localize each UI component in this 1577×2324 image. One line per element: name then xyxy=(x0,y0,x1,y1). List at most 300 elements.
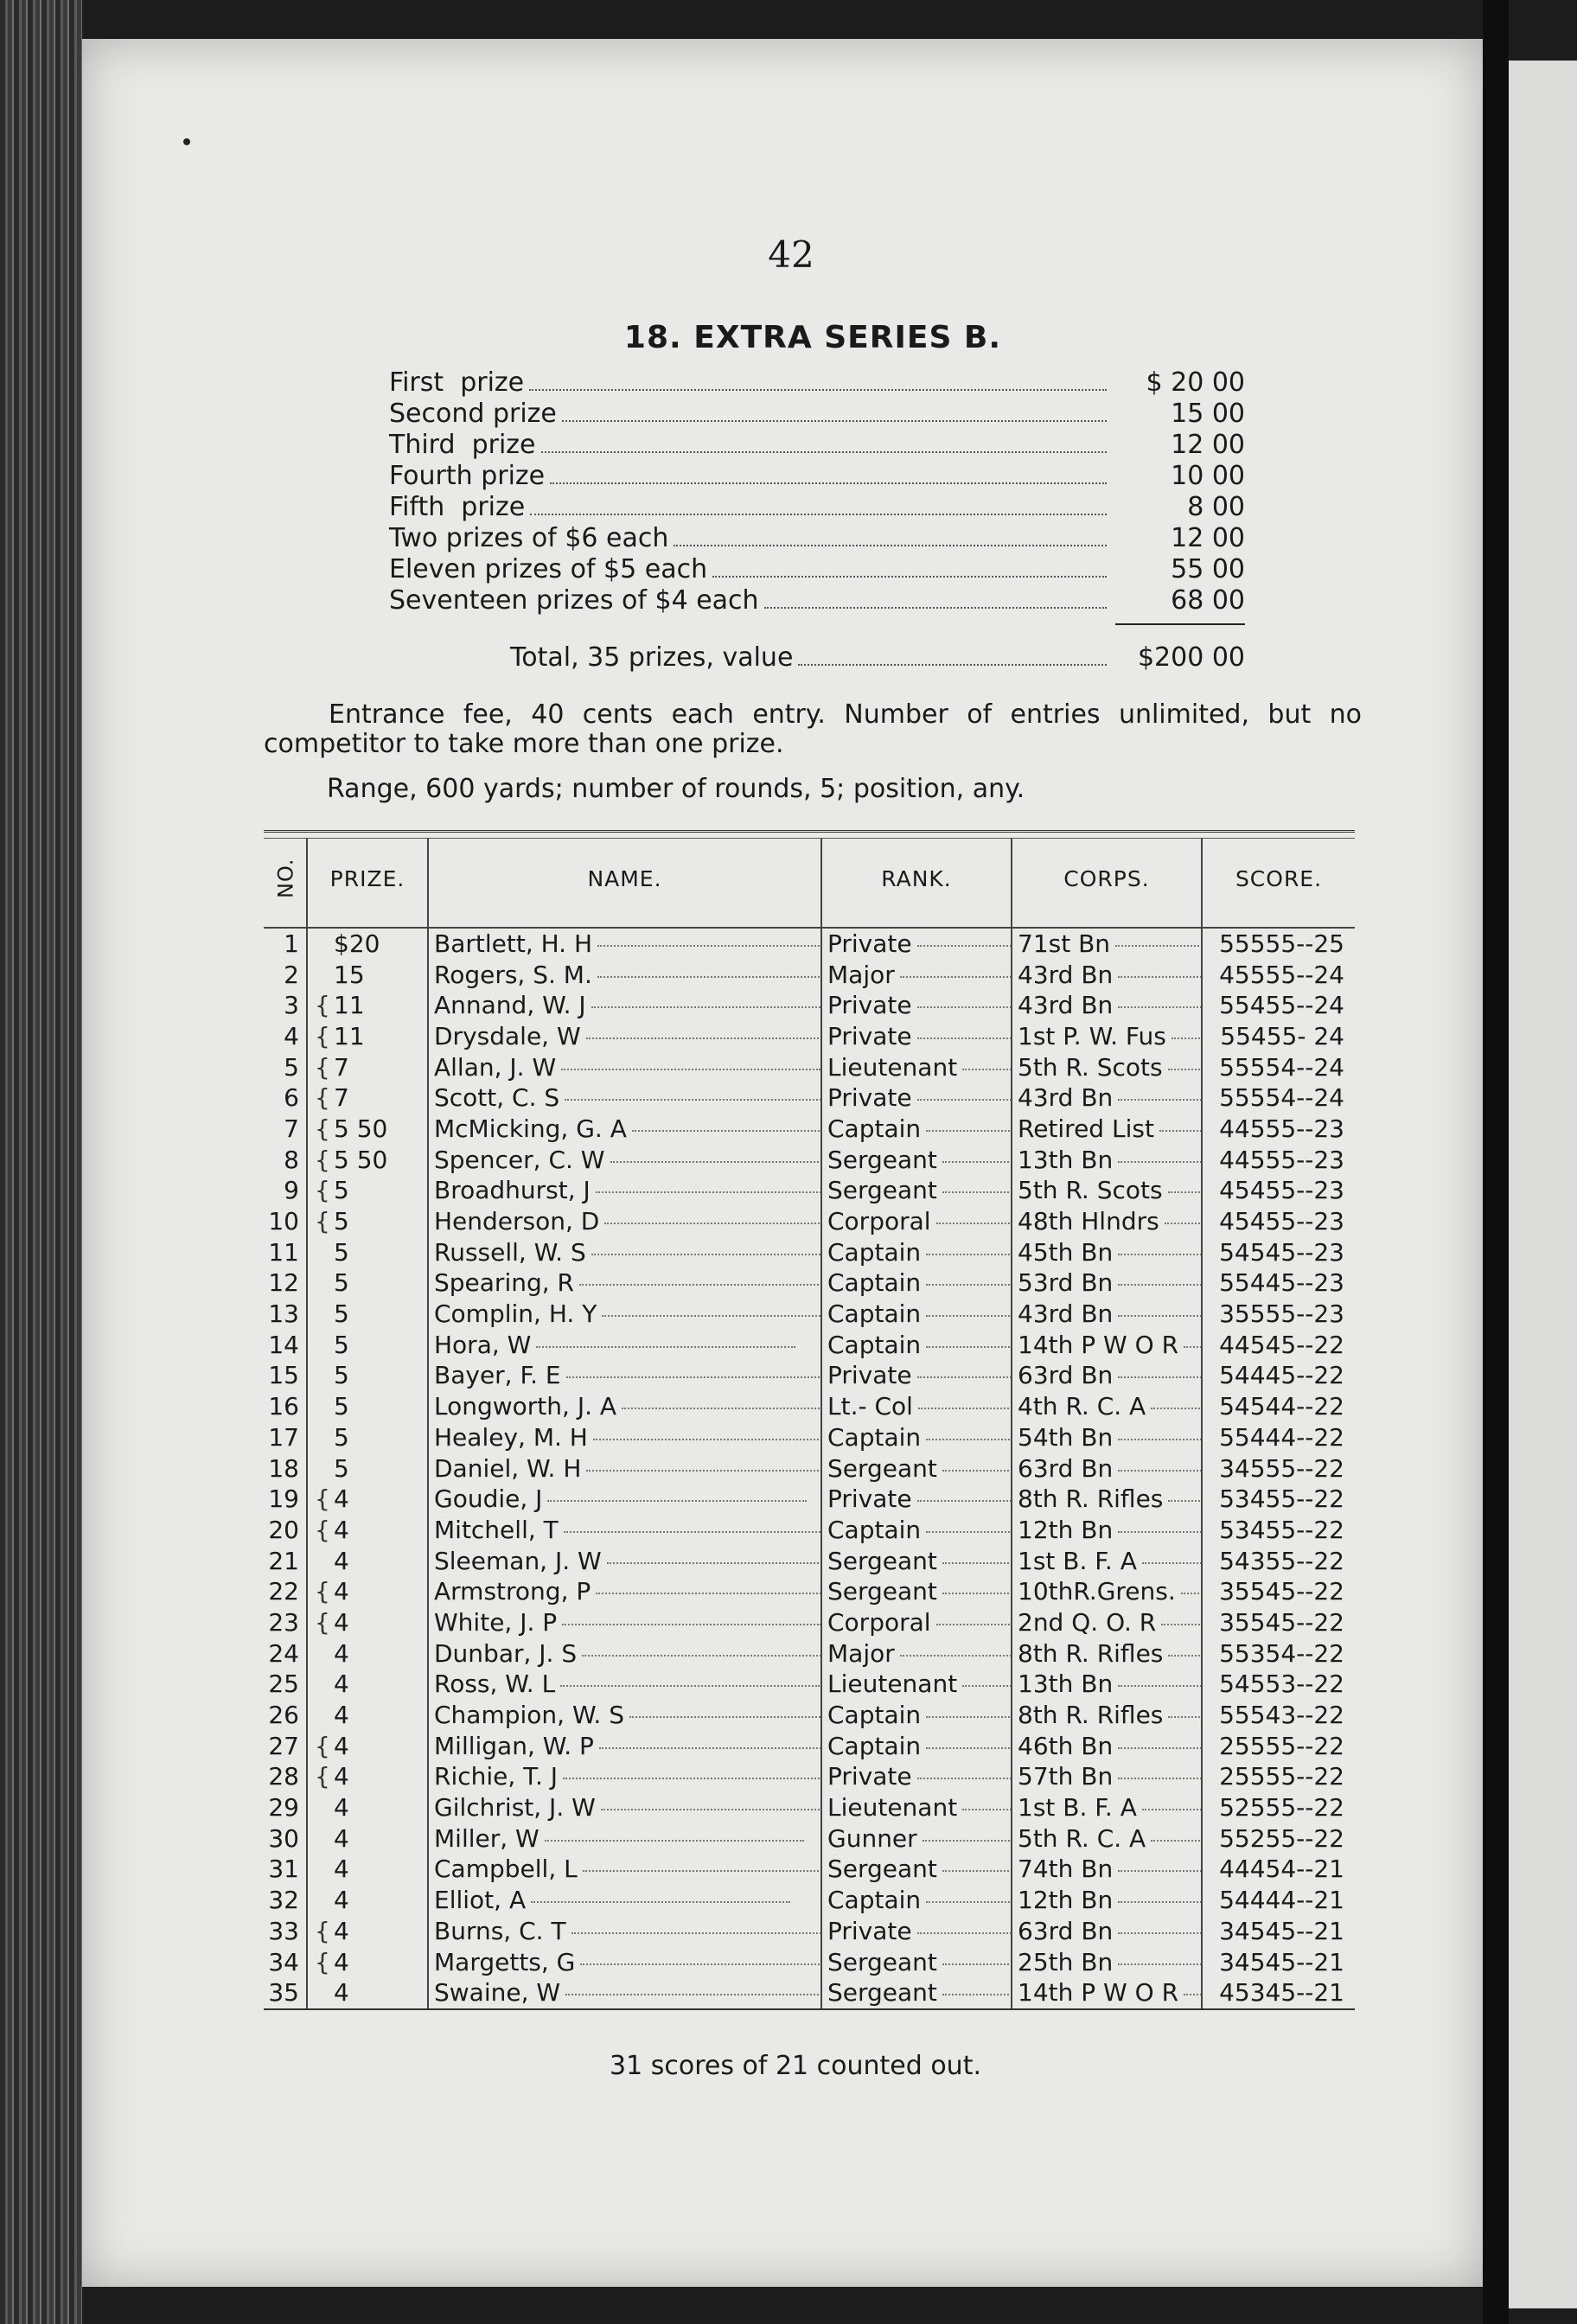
prize-row xyxy=(389,585,1245,616)
competitor-name: Richie, T. J xyxy=(434,1762,559,1791)
cell-no: 32 xyxy=(264,1885,307,1916)
corps-value: 4th R. C. A xyxy=(1018,1392,1146,1421)
cell-score: 55444--22 xyxy=(1219,1422,1344,1452)
dot-leader xyxy=(1168,1500,1202,1502)
dot-leader xyxy=(1118,1376,1202,1378)
cell-name xyxy=(428,1299,821,1330)
rank-value: Lieutenant xyxy=(827,1052,958,1082)
rank-value: Corporal xyxy=(827,1207,931,1236)
cell-score: 54544--22 xyxy=(1219,1392,1344,1421)
brace-mark: { xyxy=(315,1176,330,1205)
cell-name xyxy=(428,960,821,991)
dot-leader xyxy=(942,1562,1012,1564)
cell-name xyxy=(428,1268,821,1299)
dot-leader xyxy=(562,420,1107,422)
page-number: 42 xyxy=(768,233,814,276)
cell-score: 34545--21 xyxy=(1219,1916,1344,1945)
cell-no: 31 xyxy=(264,1855,307,1886)
corps-value: 43rd Bn xyxy=(1018,960,1114,989)
cell-no: 11 xyxy=(264,1237,307,1268)
cell-corps xyxy=(1012,1546,1202,1577)
cell-corps xyxy=(1012,1947,1202,1978)
cell-rank xyxy=(821,1947,1012,1978)
corps-value: 46th Bn xyxy=(1018,1731,1114,1760)
dot-leader xyxy=(591,1254,821,1255)
competitor-name: Bartlett, H. H xyxy=(434,929,593,958)
cell-score: 44555--23 xyxy=(1219,1145,1344,1174)
prize-amount: 12 00 xyxy=(1171,430,1245,460)
brace-mark: { xyxy=(315,1052,330,1082)
dot-leader xyxy=(764,607,1107,609)
cell-name xyxy=(428,1885,821,1916)
cell-rank xyxy=(821,1792,1012,1823)
dot-leader xyxy=(604,1223,821,1224)
dot-leader xyxy=(1184,1994,1202,1995)
prize-value: 4 xyxy=(334,1855,349,1884)
cell-corps xyxy=(1012,1823,1202,1855)
dot-leader xyxy=(926,1254,1012,1255)
entrance-fee-text: Entrance fee, 40 cents each entry. Number of entries unlimited, but no competitor to take more than one prize. xyxy=(264,699,1362,759)
dot-leader xyxy=(563,1778,821,1779)
competitor-name: Drysdale, W xyxy=(434,1021,581,1050)
rank-value: Private xyxy=(827,1916,912,1945)
dot-leader xyxy=(591,1006,821,1008)
cell-score: 45555--24 xyxy=(1219,960,1344,989)
dot-leader xyxy=(1118,1963,1202,1965)
prize-value: $20 xyxy=(334,929,380,958)
cell-score: 55445--23 xyxy=(1219,1268,1344,1298)
cell-score: 54355--22 xyxy=(1219,1546,1344,1575)
prize-label: Eleven prizes of $5 each xyxy=(389,554,708,584)
dot-leader xyxy=(564,1531,821,1533)
cell-prize xyxy=(307,960,428,991)
prize-value: 4 xyxy=(334,1947,349,1976)
prize-amount: 55 00 xyxy=(1171,554,1245,584)
brace-mark: { xyxy=(315,1577,330,1606)
competitor-name: Complin, H. Y xyxy=(434,1299,597,1329)
cell-corps xyxy=(1012,1607,1202,1638)
dot-leader xyxy=(1118,1685,1202,1687)
rank-value: Private xyxy=(827,1361,912,1390)
cell-no: 5 xyxy=(264,1052,307,1083)
dot-leader xyxy=(917,1932,1012,1934)
prize-value: 5 xyxy=(334,1176,349,1205)
dot-leader xyxy=(562,1624,821,1625)
dot-leader xyxy=(942,1994,1012,1995)
dot-leader xyxy=(597,945,821,947)
cell-corps xyxy=(1012,1576,1202,1607)
dot-leader xyxy=(547,1500,807,1502)
cell-rank xyxy=(821,1422,1012,1453)
dot-leader xyxy=(565,1994,821,1995)
prize-value: 5 xyxy=(334,1237,349,1267)
brace-mark: { xyxy=(315,1083,330,1113)
dot-leader xyxy=(917,1038,1012,1039)
cell-name xyxy=(428,1237,821,1268)
table-row xyxy=(264,1114,1355,1145)
prize-value: 4 xyxy=(334,1546,349,1575)
cell-prize xyxy=(307,1546,428,1577)
dot-leader xyxy=(1118,1254,1202,1255)
cell-no: 33 xyxy=(264,1916,307,1947)
section-title: 18. EXTRA SERIES B. xyxy=(623,320,1002,355)
cell-rank xyxy=(821,1145,1012,1176)
cell-prize xyxy=(307,1977,428,2008)
brace-mark: { xyxy=(315,991,330,1020)
rank-value: Private xyxy=(827,929,912,958)
competitor-name: Champion, W. S xyxy=(434,1701,625,1730)
ink-speck xyxy=(183,138,190,145)
dot-leader xyxy=(926,1130,1012,1132)
cell-corps xyxy=(1012,1515,1202,1546)
dot-leader xyxy=(1168,1069,1202,1070)
cell-score: 54444--21 xyxy=(1219,1886,1344,1915)
corps-value: 8th R. Rifles xyxy=(1018,1484,1164,1514)
cell-corps xyxy=(1012,928,1202,960)
dot-leader xyxy=(926,1284,1012,1286)
rank-value: Captain xyxy=(827,1237,922,1267)
prize-list xyxy=(389,367,1245,674)
competitor-name: Annand, W. J xyxy=(434,991,586,1020)
corps-value: 63rd Bn xyxy=(1018,1453,1114,1483)
prize-value: 4 xyxy=(334,1484,349,1514)
dot-leader xyxy=(607,1562,821,1564)
dot-leader xyxy=(962,1809,1012,1810)
prize-value: 7 xyxy=(334,1083,349,1113)
cell-corps xyxy=(1012,1268,1202,1299)
rank-value: Captain xyxy=(827,1114,922,1143)
dot-leader xyxy=(566,1376,821,1378)
cell-score: 45455--23 xyxy=(1219,1207,1344,1236)
cell-score: 34545--21 xyxy=(1219,1947,1344,1976)
brace-mark: { xyxy=(315,1484,330,1514)
range-text: Range, 600 yards; number of rounds, 5; position, any. xyxy=(327,774,1025,804)
dot-leader xyxy=(1118,1932,1202,1934)
corps-value: 5th R. Scots xyxy=(1018,1176,1163,1205)
cell-rank xyxy=(821,1546,1012,1577)
cell-rank xyxy=(821,1638,1012,1670)
prize-value: 15 xyxy=(334,960,365,989)
cell-rank xyxy=(821,1021,1012,1052)
prize-amount: 8 00 xyxy=(1187,492,1245,522)
cell-corps xyxy=(1012,1391,1202,1422)
cell-score: 55455- 24 xyxy=(1220,1021,1344,1050)
corps-value: 1st B. F. A xyxy=(1018,1546,1137,1575)
cell-no: 23 xyxy=(264,1607,307,1638)
rank-value: Sergeant xyxy=(827,1855,937,1884)
dot-leader xyxy=(926,1716,1012,1718)
table-row xyxy=(264,1977,1355,2008)
cell-no: 14 xyxy=(264,1330,307,1361)
dot-leader xyxy=(1168,1655,1202,1657)
prize-label: Fourth prize xyxy=(389,461,546,491)
prize-value: 5 xyxy=(334,1330,349,1359)
cell-prize xyxy=(307,1206,428,1237)
prize-value: 4 xyxy=(334,1886,349,1915)
cell-name xyxy=(428,1021,821,1052)
competitor-name: Sleeman, J. W xyxy=(434,1546,602,1575)
cell-score: 53455--22 xyxy=(1219,1484,1344,1514)
dot-leader xyxy=(586,1038,821,1039)
table-row xyxy=(264,1885,1355,1916)
cell-score: 44545--22 xyxy=(1219,1330,1344,1359)
dot-leader xyxy=(1118,1284,1202,1286)
cell-no: 7 xyxy=(264,1114,307,1145)
table-row xyxy=(264,1361,1355,1392)
rank-value: Captain xyxy=(827,1422,922,1452)
dot-leader xyxy=(1118,1901,1202,1903)
corps-value: 1st P. W. Fus xyxy=(1018,1021,1166,1050)
cell-rank xyxy=(821,1082,1012,1114)
cell-score: 52555--22 xyxy=(1219,1793,1344,1823)
cell-score: 35545--22 xyxy=(1219,1607,1344,1637)
competitor-name: Rogers, S. M. xyxy=(434,960,592,989)
cell-rank xyxy=(821,1237,1012,1268)
brace-mark: { xyxy=(315,1021,330,1050)
cell-name xyxy=(428,1670,821,1701)
table-row xyxy=(264,1947,1355,1978)
cell-name xyxy=(428,1330,821,1361)
corps-value: 74th Bn xyxy=(1018,1855,1114,1884)
facing-page-edge xyxy=(1509,61,1577,2308)
dot-leader xyxy=(1118,976,1202,978)
brace-mark: { xyxy=(315,1515,330,1544)
cell-no: 3 xyxy=(264,990,307,1021)
dot-leader xyxy=(926,1531,1012,1533)
table-row xyxy=(264,1021,1355,1052)
prize-label: Second prize xyxy=(389,399,557,429)
cell-score: 34555--22 xyxy=(1219,1453,1344,1483)
cell-name xyxy=(428,1762,821,1793)
rank-value: Lt.- Col xyxy=(827,1392,913,1421)
prize-total-row xyxy=(389,642,1245,674)
footnote: 31 scores of 21 counted out. xyxy=(610,2051,981,2081)
cell-rank xyxy=(821,1361,1012,1392)
cell-no: 27 xyxy=(264,1731,307,1762)
cell-prize xyxy=(307,1052,428,1083)
dot-leader xyxy=(712,576,1107,578)
cell-score: 44454--21 xyxy=(1219,1855,1344,1884)
cell-no: 20 xyxy=(264,1515,307,1546)
cell-score: 25555--22 xyxy=(1219,1762,1344,1791)
cell-prize xyxy=(307,1422,428,1453)
prize-value: 5 50 xyxy=(334,1114,388,1143)
corps-value: 43rd Bn xyxy=(1018,1299,1114,1329)
brace-mark: { xyxy=(315,1916,330,1945)
dot-leader xyxy=(601,1809,821,1810)
cell-name xyxy=(428,1823,821,1855)
table-header-row xyxy=(264,839,1355,918)
rank-value: Private xyxy=(827,1762,912,1791)
table-row xyxy=(264,1515,1355,1546)
cell-prize xyxy=(307,1947,428,1978)
rank-value: Sergeant xyxy=(827,1176,937,1205)
cell-name xyxy=(428,1453,821,1484)
cell-rank xyxy=(821,1731,1012,1762)
table-row xyxy=(264,1700,1355,1731)
dot-leader xyxy=(1184,1346,1202,1348)
corps-value: 2nd Q. O. R xyxy=(1018,1607,1157,1637)
rank-value: Captain xyxy=(827,1299,922,1329)
dot-leader xyxy=(550,482,1107,484)
prize-value: 4 xyxy=(334,1978,349,2008)
dot-leader xyxy=(942,1191,1012,1193)
cell-rank xyxy=(821,1515,1012,1546)
cell-corps xyxy=(1012,1453,1202,1484)
prize-amount: 15 00 xyxy=(1171,399,1245,429)
cell-no: 24 xyxy=(264,1638,307,1670)
table-row xyxy=(264,1546,1355,1577)
cell-prize xyxy=(307,1176,428,1207)
cell-no: 28 xyxy=(264,1762,307,1793)
cell-no: 16 xyxy=(264,1391,307,1422)
cell-name xyxy=(428,1082,821,1114)
rank-value: Lieutenant xyxy=(827,1793,958,1823)
dot-leader xyxy=(571,1932,821,1934)
competitor-name: Spencer, C. W xyxy=(434,1145,605,1174)
cell-corps xyxy=(1012,1638,1202,1670)
competitor-name: White, J. P xyxy=(434,1607,558,1637)
dot-leader xyxy=(629,1716,821,1718)
cell-rank xyxy=(821,1391,1012,1422)
brace-mark: { xyxy=(315,1762,330,1791)
cell-name xyxy=(428,1607,821,1638)
corps-value: 14th P W O R xyxy=(1018,1978,1179,2008)
cell-no: 8 xyxy=(264,1145,307,1176)
cell-name xyxy=(428,1145,821,1176)
dot-leader xyxy=(674,545,1107,546)
dot-leader xyxy=(1118,1470,1202,1472)
prize-value: 5 xyxy=(334,1361,349,1390)
competitor-name: Longworth, J. A xyxy=(434,1392,617,1421)
competitor-name: Spearing, R xyxy=(434,1268,574,1298)
dot-leader xyxy=(1172,1038,1202,1039)
competitor-name: Elliot, A xyxy=(434,1886,527,1915)
competitor-name: Burns, C. T xyxy=(434,1916,566,1945)
cell-prize xyxy=(307,1607,428,1638)
cell-rank xyxy=(821,1268,1012,1299)
header-score: SCORE. xyxy=(1235,865,1323,891)
cell-score: 55455--24 xyxy=(1219,991,1344,1020)
table-row xyxy=(264,1237,1355,1268)
cell-no: 18 xyxy=(264,1453,307,1484)
dot-leader xyxy=(1115,945,1202,947)
cell-no: 17 xyxy=(264,1422,307,1453)
brace-mark: { xyxy=(315,1731,330,1760)
prize-value: 5 xyxy=(334,1299,349,1329)
cell-no: 35 xyxy=(264,1977,307,2008)
dot-leader xyxy=(536,1346,795,1348)
dot-leader xyxy=(610,1161,822,1163)
cell-corps xyxy=(1012,960,1202,991)
rank-value: Major xyxy=(827,960,895,989)
cell-corps xyxy=(1012,990,1202,1021)
dot-leader xyxy=(936,1624,1012,1625)
corps-value: 57th Bn xyxy=(1018,1762,1114,1791)
dot-leader xyxy=(1118,1778,1202,1779)
dot-leader xyxy=(1118,1870,1202,1872)
prize-value: 4 xyxy=(334,1731,349,1760)
table-row xyxy=(264,1206,1355,1237)
table-row xyxy=(264,1299,1355,1330)
rank-value: Captain xyxy=(827,1268,922,1298)
cell-rank xyxy=(821,1855,1012,1886)
rank-value: Sergeant xyxy=(827,1453,937,1483)
prize-label: Seventeen prizes of $4 each xyxy=(389,585,759,616)
corps-value: 13th Bn xyxy=(1018,1670,1114,1699)
corps-value: 12th Bn xyxy=(1018,1515,1114,1544)
table-row xyxy=(264,1731,1355,1762)
dot-leader xyxy=(1118,1531,1202,1533)
competitor-name: Miller, W xyxy=(434,1823,540,1853)
cell-name xyxy=(428,1391,821,1422)
rank-value: Captain xyxy=(827,1515,922,1544)
dot-leader xyxy=(622,1408,821,1409)
cell-score: 55354--22 xyxy=(1219,1638,1344,1668)
brace-mark: { xyxy=(315,1114,330,1143)
prize-value: 4 xyxy=(334,1823,349,1853)
cell-prize xyxy=(307,1082,428,1114)
brace-mark: { xyxy=(315,1207,330,1236)
cell-prize xyxy=(307,1268,428,1299)
competitor-name: Healey, M. H xyxy=(434,1422,588,1452)
dot-leader xyxy=(1142,1562,1202,1564)
prize-value: 5 xyxy=(334,1453,349,1483)
cell-prize xyxy=(307,1855,428,1886)
prize-value: 11 xyxy=(334,1021,365,1050)
competitor-name: Bayer, F. E xyxy=(434,1361,561,1390)
cell-name xyxy=(428,928,821,960)
cell-name xyxy=(428,1484,821,1515)
rank-value: Sergeant xyxy=(827,1978,937,2008)
dot-leader xyxy=(583,1870,821,1872)
competitor-name: Ross, W. L xyxy=(434,1670,556,1699)
cell-score: 55255--22 xyxy=(1219,1823,1344,1853)
cell-score: 55554--24 xyxy=(1219,1052,1344,1082)
prize-row xyxy=(389,430,1245,461)
table-row xyxy=(264,1792,1355,1823)
cell-rank xyxy=(821,1206,1012,1237)
competitor-name: Hora, W xyxy=(434,1330,532,1359)
cell-rank xyxy=(821,1114,1012,1145)
cell-score: 54545--23 xyxy=(1219,1237,1344,1267)
dot-leader xyxy=(1181,1593,1202,1594)
dot-leader xyxy=(529,389,1107,391)
dot-leader xyxy=(917,1099,1012,1101)
cell-corps xyxy=(1012,1330,1202,1361)
cell-no: 1 xyxy=(264,928,307,960)
table-row xyxy=(264,1453,1355,1484)
cell-rank xyxy=(821,1052,1012,1083)
dot-leader xyxy=(602,1315,821,1317)
cell-corps xyxy=(1012,1206,1202,1237)
dot-leader xyxy=(962,1685,1012,1687)
rank-value: Captain xyxy=(827,1701,922,1730)
cell-corps xyxy=(1012,1977,1202,2008)
competitor-name: Armstrong, P xyxy=(434,1577,591,1606)
cell-score: 53455--22 xyxy=(1219,1515,1344,1544)
cell-score: 35545--22 xyxy=(1219,1577,1344,1606)
dot-leader xyxy=(798,664,1107,666)
corps-value: 8th R. Rifles xyxy=(1018,1638,1164,1668)
table-bottom-rule xyxy=(264,2008,1355,2010)
table-row xyxy=(264,1823,1355,1855)
total-amount: $200 00 xyxy=(1137,642,1245,673)
corps-value: 8th R. Rifles xyxy=(1018,1701,1164,1730)
cell-prize xyxy=(307,1916,428,1947)
prize-value: 5 xyxy=(334,1422,349,1452)
competitor-name: Russell, W. S xyxy=(434,1237,586,1267)
